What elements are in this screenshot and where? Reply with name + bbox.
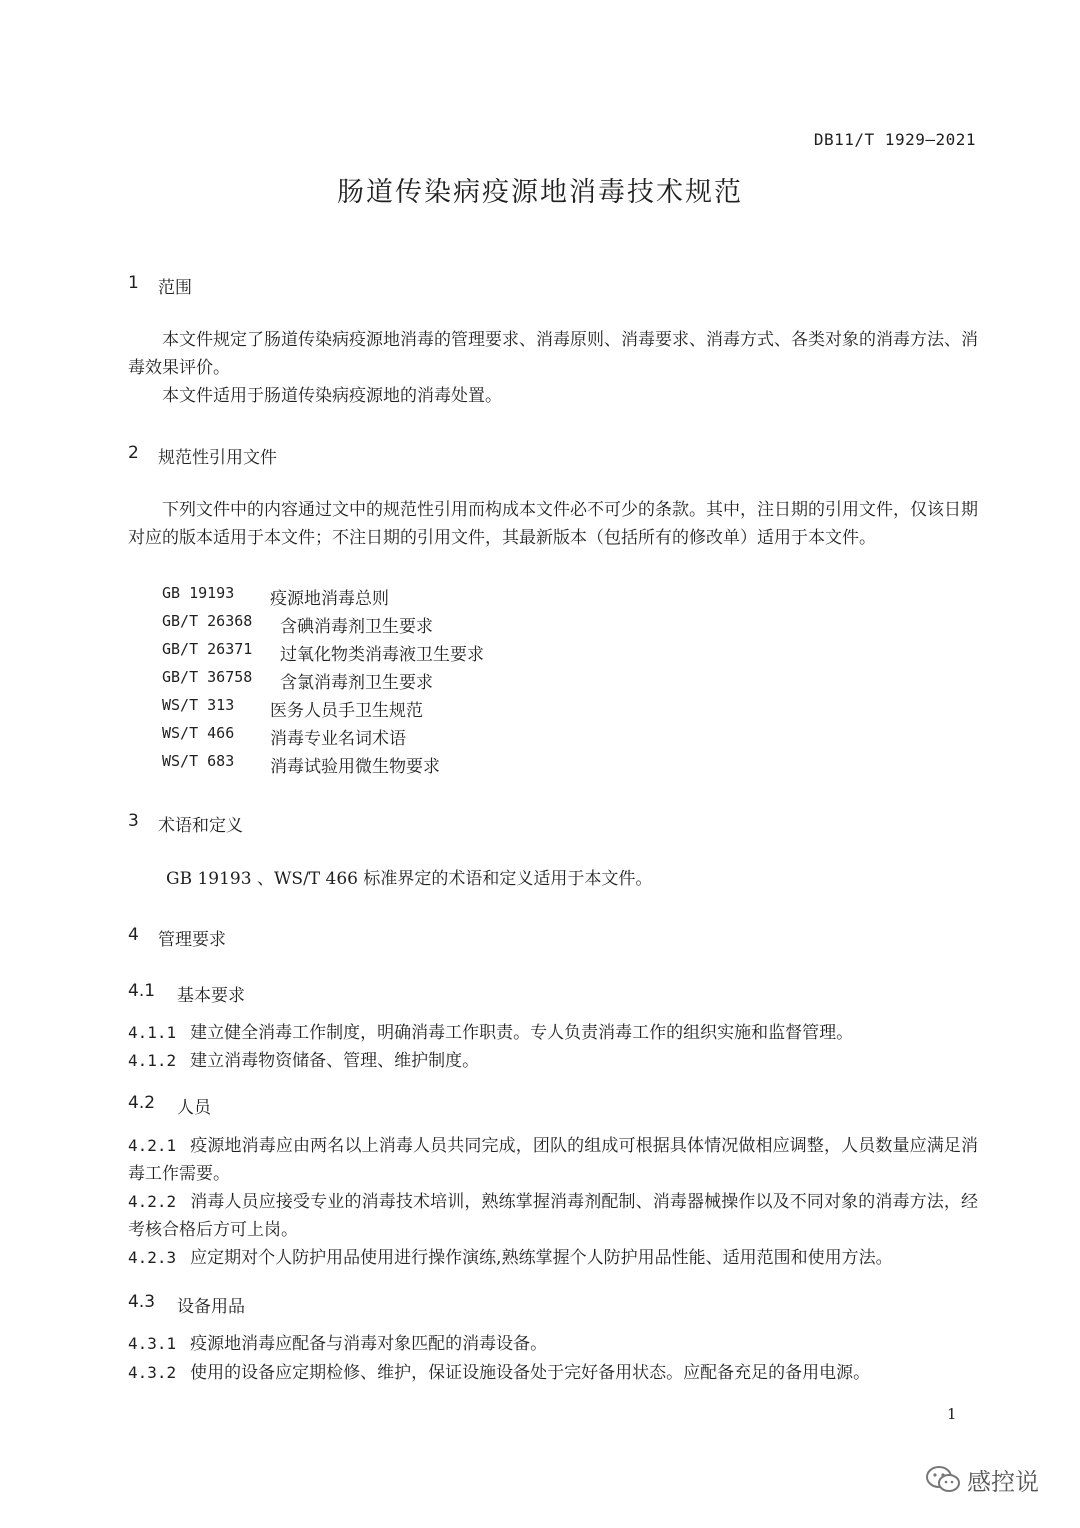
- wechat-watermark: [925, 1462, 1039, 1497]
- standard-code: DB11/T 1929—2021: [813, 130, 976, 149]
- clause-number: 4.3.2: [128, 1363, 177, 1382]
- clause-text: 疫源地消毒应配备与消毒对象匹配的消毒设备。: [190, 1334, 548, 1354]
- clause-text: 消毒人员应接受专业的消毒技术培训，熟练掌握消毒剂配制、消毒器械操作以及不同对象的消毒方法，经考核合格后方可上岗。: [128, 1192, 978, 1240]
- reference-code: WS/T 466: [162, 724, 235, 742]
- clause-number: 4.3.1: [128, 1334, 177, 1353]
- subsection-title: 基本要求: [177, 986, 245, 1006]
- section-1-heading: [128, 273, 192, 298]
- reference-code: GB 19193: [162, 584, 235, 602]
- reference-name: 消毒专业名词术语: [270, 729, 406, 749]
- clause-4-2-2: [128, 1188, 978, 1244]
- clause-number: 4.2.1: [128, 1136, 177, 1155]
- clause-4-2-1: [128, 1132, 978, 1188]
- clause-number: 4.1.2: [128, 1051, 177, 1070]
- section-3-paragraph-1: GB 19193 、WS/T 466 标准界定的术语和定义适用于本文件。: [166, 869, 653, 889]
- reference-name: 疫源地消毒总则: [270, 589, 389, 609]
- reference-item: [162, 612, 433, 637]
- subsection-number: 4.2: [128, 1093, 156, 1113]
- clause-number: 4.1.1: [128, 1023, 177, 1042]
- subsection-title: 设备用品: [177, 1297, 245, 1317]
- reference-name: 含氯消毒剂卫生要求: [280, 673, 433, 693]
- clause-number: 4.2.3: [128, 1248, 177, 1267]
- reference-name: 过氧化物类消毒液卫生要求: [280, 645, 484, 665]
- reference-name: 含碘消毒剂卫生要求: [280, 617, 433, 637]
- section-title: 术语和定义: [158, 816, 243, 836]
- clause-text: 应定期对个人防护用品使用进行操作演练,熟练掌握个人防护用品性能、适用范围和使用方法。: [190, 1248, 893, 1268]
- section-1-paragraph-1: 本文件规定了肠道传染病疫源地消毒的管理要求、消毒原则、消毒要求、消毒方式、各类对象的消毒方法、消毒效果评价。: [128, 330, 978, 378]
- clause-text: 疫源地消毒应由两名以上消毒人员共同完成，团队的组成可根据具体情况做相应调整，人员数量应满足消毒工作需要。: [128, 1136, 978, 1184]
- reference-name: 消毒试验用微生物要求: [270, 757, 440, 777]
- reference-code: WS/T 313: [162, 696, 235, 714]
- section-2-paragraph-1: 下列文件中的内容通过文中的规范性引用而构成本文件必不可少的条款。其中，注日期的引用文件，仅该日期对应的版本适用于本文件；不注日期的引用文件，其最新版本（包括所有的修改单）适用于本文件。: [128, 500, 978, 548]
- subsection-4-2-heading: [128, 1093, 211, 1118]
- reference-item: [162, 668, 433, 693]
- watermark-text: 感控说: [967, 1468, 1039, 1496]
- section-title: 管理要求: [158, 930, 226, 950]
- section-2-heading: [128, 443, 277, 468]
- clause-text: 建立消毒物资储备、管理、维护制度。: [190, 1051, 480, 1071]
- subsection-title: 人员: [177, 1098, 211, 1118]
- reference-code: GB/T 26368: [162, 612, 253, 630]
- page-number: 1: [947, 1405, 957, 1423]
- section-number: 4: [128, 925, 139, 945]
- section-number: 3: [128, 811, 139, 831]
- clause-4-2-3: [128, 1244, 978, 1272]
- reference-code: GB/T 26371: [162, 640, 253, 658]
- reference-item: [162, 584, 389, 609]
- clause-4-1-1: [128, 1019, 978, 1047]
- reference-item: [162, 640, 484, 665]
- clause-number: 4.2.2: [128, 1192, 177, 1211]
- document-title: 肠道传染病疫源地消毒技术规范: [337, 177, 743, 208]
- wechat-icon: [925, 1465, 961, 1495]
- reference-name: 医务人员手卫生规范: [270, 701, 423, 721]
- reference-item: [162, 696, 423, 721]
- section-3-heading: [128, 811, 243, 836]
- subsection-number: 4.1: [128, 981, 156, 1001]
- subsection-4-3-heading: [128, 1292, 245, 1317]
- reference-code: WS/T 683: [162, 752, 235, 770]
- reference-item: [162, 724, 406, 749]
- clause-4-3-2: [128, 1359, 978, 1387]
- subsection-number: 4.3: [128, 1292, 156, 1312]
- reference-item: [162, 752, 440, 777]
- section-4-heading: [128, 925, 226, 950]
- subsection-4-1-heading: [128, 981, 245, 1006]
- section-title: 范围: [158, 278, 192, 298]
- clause-text: 使用的设备应定期检修、维护，保证设施设备处于完好备用状态。应配备充足的备用电源。: [190, 1363, 871, 1383]
- clause-4-3-1: [128, 1330, 978, 1358]
- clause-4-1-2: [128, 1047, 978, 1075]
- section-number: 2: [128, 443, 139, 463]
- clause-text: 建立健全消毒工作制度，明确消毒工作职责。专人负责消毒工作的组织实施和监督管理。: [190, 1023, 854, 1043]
- section-title: 规范性引用文件: [158, 448, 277, 468]
- section-1-paragraph-2: 本文件适用于肠道传染病疫源地的消毒处置。: [162, 386, 502, 406]
- reference-code: GB/T 36758: [162, 668, 253, 686]
- section-number: 1: [128, 273, 139, 293]
